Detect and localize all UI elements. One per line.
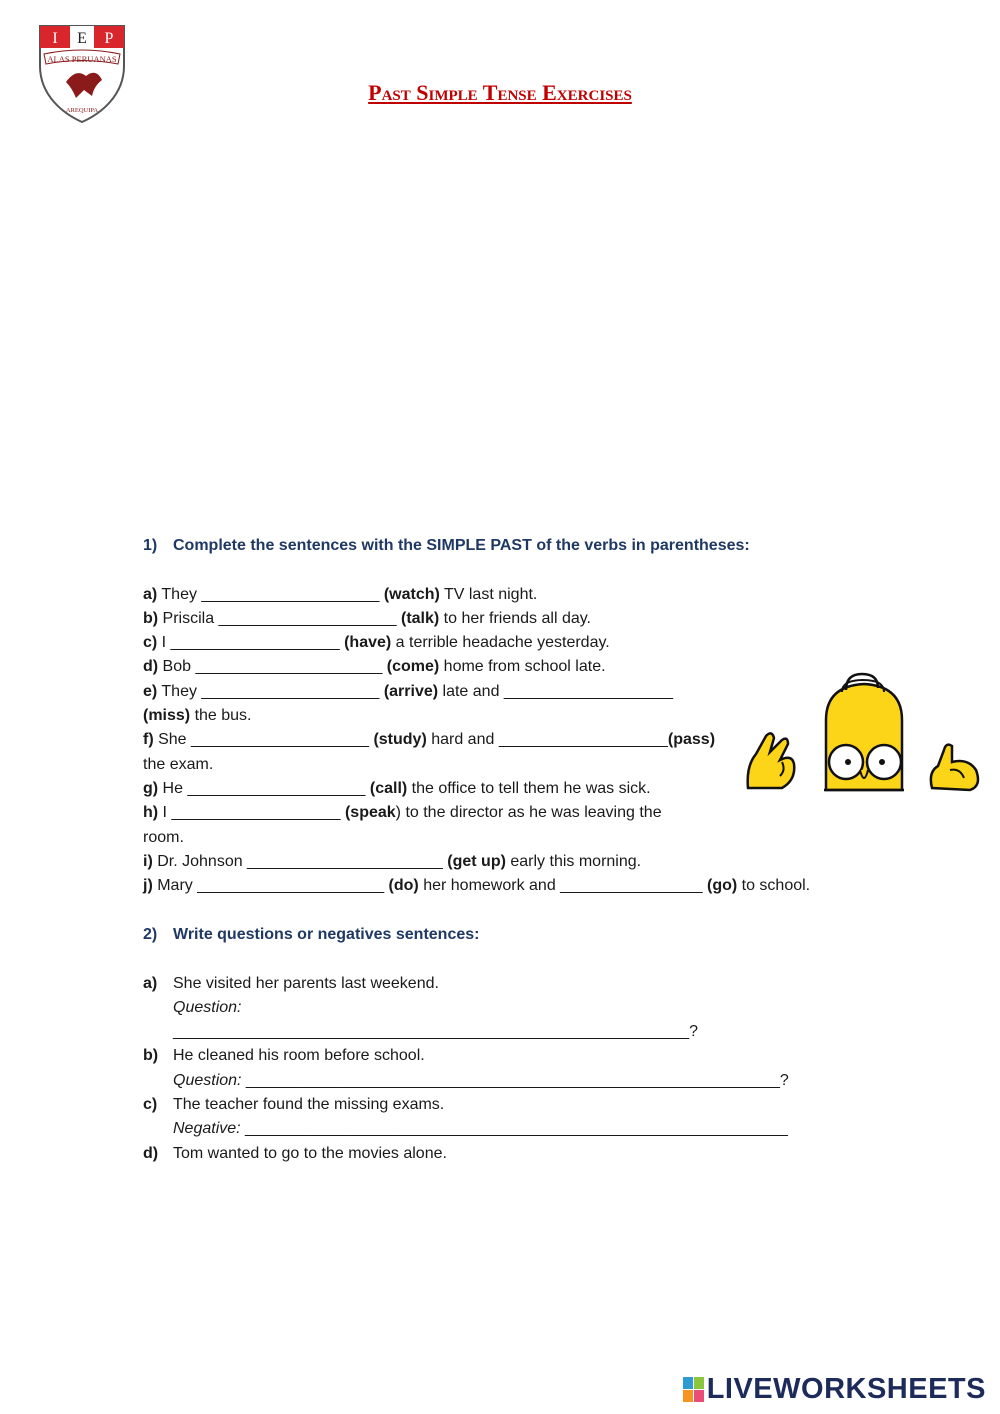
section-1 bbox=[143, 534, 810, 898]
shield-emblem bbox=[36, 24, 128, 124]
exercise-line: e) They ____________________ (arrive) late and ___________________ bbox=[143, 682, 673, 700]
question-item: c) The teacher found the missing exams. Negative: _____________________________________________________________ bbox=[143, 1096, 788, 1138]
exercise-line: d) Bob _____________________ (come) home from school late. bbox=[143, 658, 606, 676]
section-2 bbox=[143, 923, 789, 1166]
question-label: Question: bbox=[173, 998, 242, 1016]
page-title: Past Simple Tense Exercises bbox=[368, 80, 632, 105]
exercise-line: i) Dr. Johnson ______________________ (get up) early this morning. bbox=[143, 852, 642, 870]
exercise-line: f) She ____________________ (study) hard and ___________________(pass) bbox=[143, 731, 716, 749]
exercise-line: g) He ____________________ (call) the office to tell them he was sick. bbox=[143, 779, 651, 797]
section-1-heading bbox=[143, 534, 810, 558]
exercise-line: j) Mary _____________________ (do) her homework and ________________ (go) to school. bbox=[143, 877, 811, 895]
question-item: a) She visited her parents last weekend. Question: __________________________________________________________? bbox=[143, 972, 789, 1045]
exercise-line: b) Priscila ____________________ (talk) to her friends all day. bbox=[143, 609, 591, 627]
exercise-line-continued: the exam. bbox=[143, 755, 214, 773]
logo-letter-p: P bbox=[104, 30, 114, 47]
logo-city-text: AREQUIPA bbox=[65, 107, 99, 114]
answer-line: __________________________________________________________? bbox=[173, 1023, 699, 1041]
homer-illustration bbox=[742, 670, 982, 792]
answer-line: _____________________________________________________________ bbox=[240, 1120, 788, 1138]
section-2-heading bbox=[143, 923, 789, 947]
exercise-line-continued: room. bbox=[143, 828, 184, 846]
exercise-line-continued: (miss) the bus. bbox=[143, 707, 252, 725]
negative-label: Negative: bbox=[173, 1120, 241, 1138]
logo-letter-e: E bbox=[77, 30, 87, 47]
liveworksheets-logo bbox=[683, 1373, 986, 1406]
exercise-line: a) They ____________________ (watch) TV last night. bbox=[143, 585, 538, 603]
school-logo bbox=[36, 24, 128, 124]
exercise-line: h) I ___________________ (speak) to the director as he was leaving the bbox=[143, 804, 662, 822]
logo-ribbon-text: ALAS PERUANAS bbox=[47, 54, 117, 64]
liveworksheets-brand: LIVEWORKSHEETS bbox=[706, 1373, 986, 1405]
section-1-heading-text: Complete the sentences with the SIMPLE PAST of the verbs in parentheses: bbox=[173, 537, 750, 554]
section-2-number: 2) bbox=[143, 926, 158, 943]
logo-letter-i: I bbox=[52, 30, 58, 47]
section-2-heading-text: Write questions or negatives sentences: bbox=[173, 926, 480, 943]
question-item: b) He cleaned his room before school. Question: ____________________________________________________________? bbox=[143, 1047, 789, 1089]
answer-line: ____________________________________________________________? bbox=[241, 1071, 789, 1089]
liveworksheets-badge-icon bbox=[683, 1377, 705, 1403]
question-item: d) Tom wanted to go to the movies alone. bbox=[143, 1144, 447, 1162]
question-label: Question: bbox=[173, 1071, 242, 1089]
exercise-line: c) I ___________________ (have) a terrible headache yesterday. bbox=[143, 634, 610, 652]
section-1-number: 1) bbox=[143, 537, 158, 554]
